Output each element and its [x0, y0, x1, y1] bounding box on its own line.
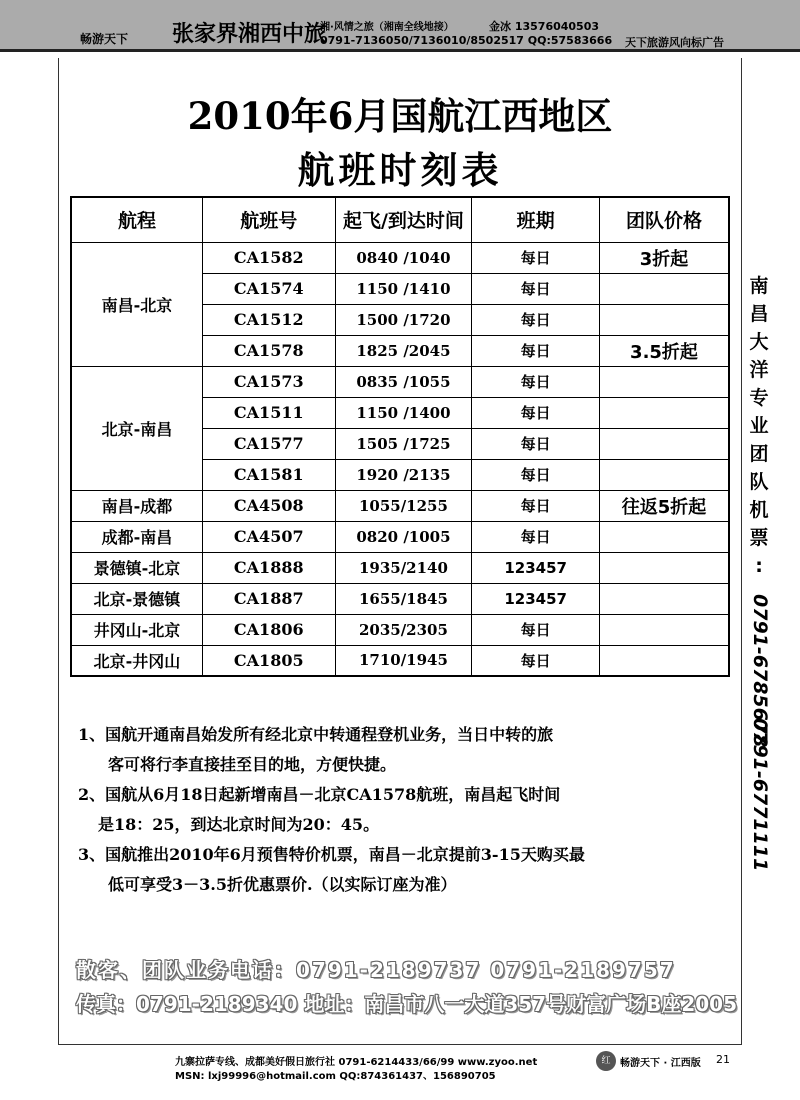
route-cell: 成都-南昌	[71, 521, 202, 552]
flight-cell: CA1887	[202, 583, 335, 614]
route-cell: 井冈山-北京	[71, 614, 202, 645]
side-char: 队	[749, 471, 769, 493]
footer-brand: 畅游天下 · 江西版	[620, 1058, 701, 1069]
flight-cell: CA4508	[202, 490, 335, 521]
time-cell: 1505 /1725	[335, 428, 472, 459]
price-cell	[599, 521, 729, 552]
flight-cell: CA1581	[202, 459, 335, 490]
time-cell: 1150 /1410	[335, 273, 472, 304]
side-char: 南	[749, 275, 769, 297]
table-row	[71, 521, 729, 552]
side-phone-1: 0791-6785678	[749, 594, 771, 748]
side-char: 团	[749, 443, 769, 465]
notes-section	[78, 720, 738, 900]
table-row	[71, 552, 729, 583]
price-cell	[599, 645, 729, 676]
time-cell: 1920 /2135	[335, 459, 472, 490]
days-cell: 每日	[472, 366, 600, 397]
header-route: 航程	[71, 197, 202, 242]
table-header-row	[71, 197, 729, 242]
page-title: 2010年6月国航江西地区	[187, 94, 613, 138]
side-phone-2: 0791-6771111	[749, 718, 771, 872]
time-cell: 0835 /1055	[335, 366, 472, 397]
days-cell: 每日	[472, 459, 600, 490]
time-cell: 0840 /1040	[335, 242, 472, 273]
days-cell: 每日	[472, 428, 600, 459]
days-cell: 123457	[472, 552, 600, 583]
table-row	[71, 583, 729, 614]
flight-cell: CA1888	[202, 552, 335, 583]
page-number: 21	[716, 1053, 730, 1066]
flight-cell: CA4507	[202, 521, 335, 552]
flight-cell: CA1577	[202, 428, 335, 459]
price-cell: 3折起	[599, 242, 729, 273]
days-cell: 每日	[472, 242, 600, 273]
side-char: 大	[749, 331, 769, 353]
magazine-logo-icon: 红	[596, 1051, 616, 1071]
time-cell: 1055/1255	[335, 490, 472, 521]
time-cell: 1150 /1400	[335, 397, 472, 428]
time-cell: 2035/2305	[335, 614, 472, 645]
price-cell: 往返5折起	[599, 490, 729, 521]
table-row	[71, 614, 729, 645]
side-ticket-ad	[744, 272, 774, 872]
banner-contact: 金冰 13576040503	[489, 20, 600, 33]
days-cell: 每日	[472, 273, 600, 304]
route-cell: 南昌-北京	[71, 242, 202, 366]
time-cell: 0820 /1005	[335, 521, 472, 552]
price-cell	[599, 304, 729, 335]
flight-cell: CA1806	[202, 614, 335, 645]
side-char: 专	[749, 387, 769, 409]
footer	[0, 1048, 800, 1100]
side-char: 票	[749, 527, 769, 549]
header-days: 班期	[472, 197, 600, 242]
days-cell: 每日	[472, 645, 600, 676]
route-cell: 北京-景德镇	[71, 583, 202, 614]
time-cell: 1935/2140	[335, 552, 472, 583]
price-cell	[599, 459, 729, 490]
note-2-line-1: 2、国航从6月18日起新增南昌－北京CA1578航班，南昌起飞时间	[78, 785, 561, 804]
note-3-line-1: 3、国航推出2010年6月预售特价机票，南昌－北京提前3-15天购买最	[78, 845, 585, 864]
footer-line-1: 九寨拉萨专线、成都美好假日旅行社 0791-6214433/66/99 www.zyoo.net	[175, 1057, 538, 1068]
flight-cell: CA1805	[202, 645, 335, 676]
side-char: 业	[749, 415, 769, 437]
price-cell	[599, 397, 729, 428]
note-3-line-2: 低可享受3－3.5折优惠票价.（以实际订座为准）	[108, 875, 457, 894]
price-cell	[599, 428, 729, 459]
flight-cell: CA1574	[202, 273, 335, 304]
page-subtitle: 航班时刻表	[297, 148, 503, 192]
note-1-line-1: 1、国航开通南昌始发所有经北京中转通程登机业务，当日中转的旅	[78, 725, 554, 744]
time-cell: 1655/1845	[335, 583, 472, 614]
header-price: 团队价格	[599, 197, 729, 242]
table-row	[71, 242, 729, 273]
days-cell: 每日	[472, 335, 600, 366]
days-cell: 每日	[472, 490, 600, 521]
price-cell: 3.5折起	[599, 335, 729, 366]
table-row	[71, 366, 729, 397]
flight-cell: CA1573	[202, 366, 335, 397]
route-cell: 景德镇-北京	[71, 552, 202, 583]
route-cell: 南昌-成都	[71, 490, 202, 521]
banner-right-text: 天下旅游风向标广告	[625, 36, 724, 49]
header-time: 起飞/到达时间	[335, 197, 472, 242]
table-row	[71, 645, 729, 676]
side-char: 机	[749, 499, 769, 521]
banner-brand: 张家界湘西中旅	[172, 22, 327, 47]
days-cell: 每日	[472, 614, 600, 645]
price-cell	[599, 552, 729, 583]
route-cell: 北京-南昌	[71, 366, 202, 490]
side-char: 昌	[749, 303, 769, 325]
banner-slogan: 畅游天下	[80, 32, 129, 46]
banner-phones: 0791-7136050/7136010/8502517 QQ:57583666	[320, 34, 613, 47]
side-phone-2-wrap	[744, 718, 774, 988]
days-cell: 每日	[472, 521, 600, 552]
days-cell: 每日	[472, 397, 600, 428]
price-cell	[599, 273, 729, 304]
price-cell	[599, 583, 729, 614]
side-char: 洋	[749, 359, 769, 381]
time-cell: 1710/1945	[335, 645, 472, 676]
time-cell: 1500 /1720	[335, 304, 472, 335]
flight-cell: CA1511	[202, 397, 335, 428]
banner-tagline: 湘·风情之旅（湘南全线地接）	[320, 22, 454, 33]
price-cell	[599, 614, 729, 645]
days-cell: 每日	[472, 304, 600, 335]
time-cell: 1825 /2045	[335, 335, 472, 366]
days-cell: 123457	[472, 583, 600, 614]
contact-fax-address: 传真：0791-2189340 地址：南昌市八一大道357号财富广场B座2005	[76, 992, 737, 1016]
top-banner	[0, 0, 800, 52]
price-cell	[599, 366, 729, 397]
flight-schedule-table	[70, 196, 730, 677]
header-flight: 航班号	[202, 197, 335, 242]
note-1-line-2: 客可将行李直接挂至目的地，方便快捷。	[108, 755, 397, 774]
flight-cell: CA1582	[202, 242, 335, 273]
side-char: :	[755, 555, 763, 577]
flight-cell: CA1578	[202, 335, 335, 366]
contact-phones: 散客、团队业务电话：0791-2189737 0791-2189757	[76, 958, 676, 982]
table-row	[71, 490, 729, 521]
note-2-line-2: 是18：25，到达北京时间为20：45。	[98, 815, 380, 834]
flight-cell: CA1512	[202, 304, 335, 335]
footer-line-2: MSN: lxj99996@hotmail.com QQ:874361437、156890705	[175, 1071, 496, 1082]
route-cell: 北京-井冈山	[71, 645, 202, 676]
